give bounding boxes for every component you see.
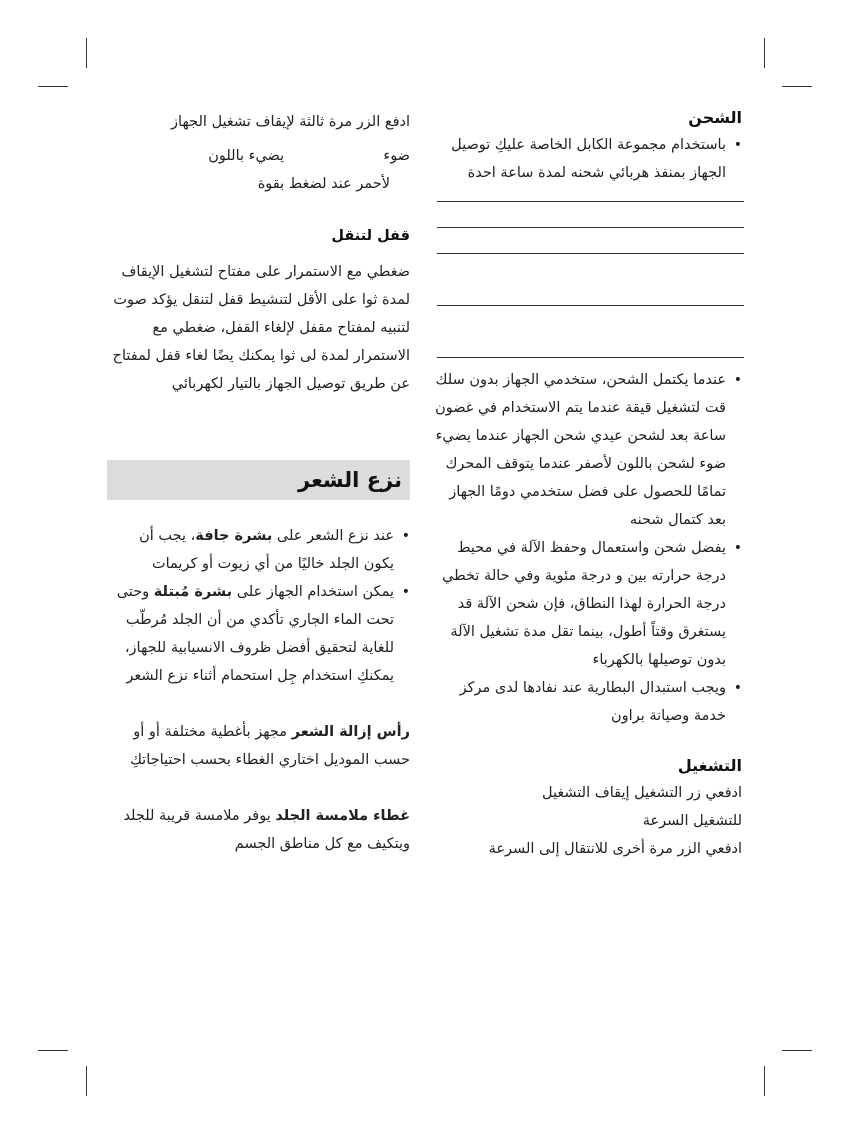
wet-skin-bold: بشرة مُبتلة <box>153 584 233 600</box>
charging-bullet: • يفضل شحن واستعمال وحفظ الآلة في محيط درجة حرارته بين و درجة مئوية وفي حالة تخطي درجة الحرارة لهذا النطاق، فإن شحن الآلة قد يستغرق وقتاً أطول، بينما تقل مدة تشغيل الآلة بدون توصيلها بالكهرباء <box>432 534 742 674</box>
hair-removal-list <box>107 522 410 690</box>
operation-line: للتشغيل السرعة <box>642 813 742 829</box>
operation-line: ادفعي الزر مرة أخرى للانتقال إلى السرعة <box>488 841 742 857</box>
charging-bullet: • ويجب استبدال البطارية عند نفادها لدى مركز خدمة وصيانة براون <box>432 674 742 730</box>
operation-line: ادفعي زر التشغيل إيقاف التشغيل <box>541 785 742 801</box>
dry-skin-bold: بشرة جافة <box>195 528 273 544</box>
skin-contact-cap-text: غطاء ملامسة الجلد يوفر ملامسة قريبة للجلد ويتكيف مع كل مناطق الجسم <box>123 808 410 852</box>
operation-heading: التشغيل <box>677 756 742 775</box>
section-band <box>107 460 410 500</box>
charging-bullet: • باستخدام مجموعة الكابل الخاصة عليكِ توصيل الجهاز بمنفذ هربائي شحنه لمدة ساعة احدة <box>432 131 742 187</box>
crop-mark-bottom-right-h <box>782 1050 812 1051</box>
crop-mark-top-right-v <box>764 38 765 68</box>
travel-lock-heading: قفل لتنقل <box>331 228 410 244</box>
charging-bullet: • عندما يكتمل الشحن، ستخدمي الجهاز بدون سلك قت لتشغيل قيقة عندما يتم الاستخدام في غضون ساعة بعد لشحن عيدي شحن الجهاز عندما يضيء ضوء لشحن باللون لأصفر عندما يتوقف المحرك تمامًا للحصول على فضل ستخدمي دومًا الجهاز بعد كتمال شحنه <box>432 366 742 534</box>
charging-heading: الشحن <box>688 108 742 127</box>
charging-list-1 <box>432 131 742 187</box>
hair-removal-bullet: • يمكن استخدام الجهاز على بشرة مُبتلة وحتى تحت الماء الجاري تأكدي من أن الجلد مُرطّب للغاية لتحقيق أفضل ظروف الانسيابية للجهاز، يمكنكِ استخدام جِل استحمام أثناء نزع الشعر <box>107 578 410 690</box>
light-word: ضوء <box>383 148 410 164</box>
press-third-text: ادفع الزر مرة ثالثة لإيقاف تشغيل الجهاز <box>171 114 410 130</box>
crop-mark-bottom-right-v <box>764 1066 765 1096</box>
epilation-head-bold: رأس إزالة الشعر <box>291 724 410 740</box>
travel-lock-text: ضغطي مع الاستمرار على مفتاح لتشغيل الإيقاف لمدة ثوا على الأقل لتنشيط قفل لتنقل يؤكد صوت لتنبيه لمفتاح مقفل لإلغاء القفل، ضغطي مع الاستمرار لمدة لى ثوا يمكنك يضًا لغاء قفل لمفتاح عن طريق توصيل الجهاز بالتيار لكهربائي <box>112 264 410 392</box>
crop-mark-top-right-h <box>782 86 812 87</box>
light-line-2: لأحمر عند لضغط بقوة <box>257 176 390 192</box>
hair-removal-bullet: • عند نزع الشعر على بشرة جافة، يجب أن يكون الجلد خاليًا من أي زيوت أو كريمات <box>107 522 410 578</box>
charging-list-2 <box>432 366 742 730</box>
hair-removal-heading: نزع الشعر <box>298 468 402 492</box>
light-line <box>107 142 410 170</box>
left-column <box>107 108 410 858</box>
crop-mark-top-left-v <box>86 38 87 68</box>
epilation-head-text: رأس إزالة الشعر مجهز بأغطية مختلفة أو أو حسب الموديل اختاري الغطاء بحسب احتياجاتكِ <box>129 724 410 768</box>
crop-mark-top-left-h <box>38 86 68 87</box>
crop-mark-bottom-left-h <box>38 1050 68 1051</box>
light-color-text: يضيء باللون <box>208 148 285 164</box>
crop-mark-bottom-left-v <box>86 1066 87 1096</box>
right-column <box>432 108 742 863</box>
skin-contact-cap-bold: غطاء ملامسة الجلد <box>275 808 410 824</box>
